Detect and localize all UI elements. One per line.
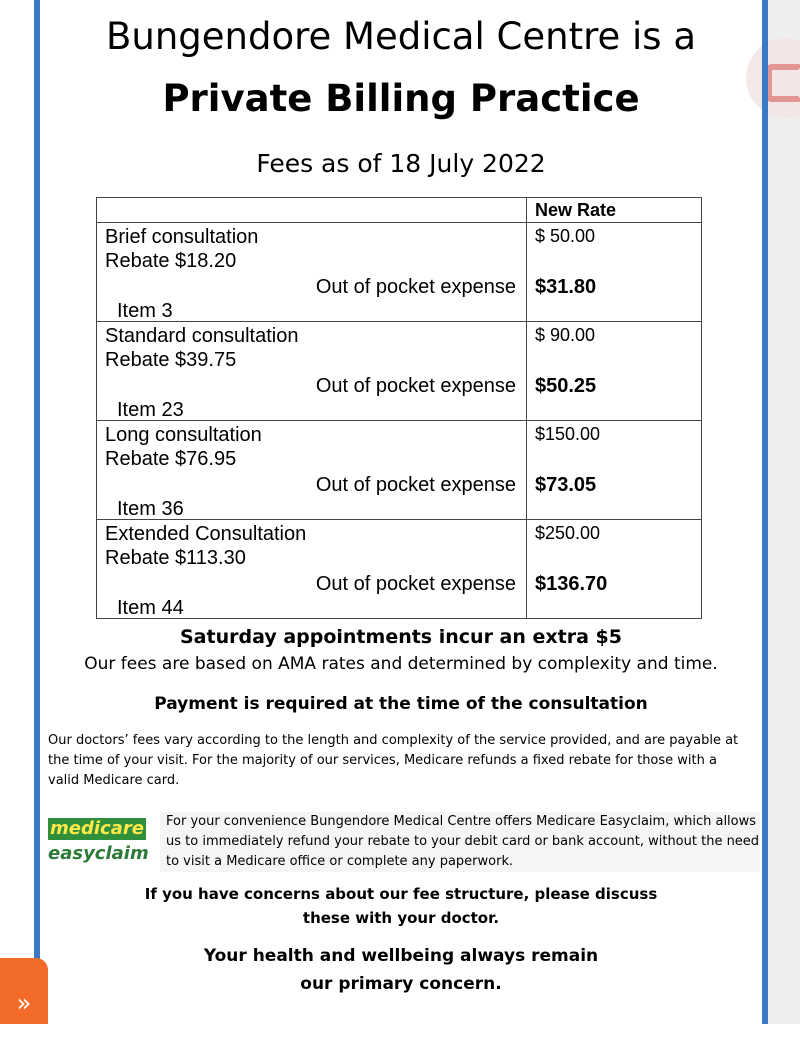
logo-easyclaim-text: easyclaim <box>48 843 149 864</box>
outside-background <box>768 0 800 1024</box>
oop-value: $73.05 <box>534 474 597 496</box>
rebate: Rebate $113.30 <box>105 547 246 569</box>
table-row <box>97 223 702 322</box>
new-rate: $ 50.00 <box>534 226 596 246</box>
table-header-row <box>97 198 702 223</box>
item-number: Item 36 <box>117 498 184 520</box>
ama-note: Our fees are based on AMA rates and determined by complexity and time. <box>84 654 718 674</box>
item-number: Item 23 <box>117 399 184 421</box>
fees-vary-paragraph: Our doctors’ fees vary according to the length and complexity of the service provided, and are payable at the time of your visit. For the majority of our services, Medicare refunds a fixed rebate for those with a valid Medicare card. <box>48 733 739 788</box>
fee-table <box>96 197 702 619</box>
item-number: Item 44 <box>117 597 184 619</box>
row-rate <box>526 223 701 322</box>
easyclaim-paragraph: For your convenience Bungendore Medical Centre offers Medicare Easyclaim, which allows us to immediately refund your rebate to your debit card or bank account, without the need to visit a Medicare office or complete any paperwork. <box>160 812 760 872</box>
item-number: Item 3 <box>117 300 173 322</box>
concerns-line-2: these with your doctor. <box>302 909 500 927</box>
wellbeing-line-2: our primary concern. <box>300 974 502 994</box>
concerns-line-1: If you have concerns about our fee structure, please discuss <box>144 885 658 903</box>
medicare-easyclaim-logo <box>48 818 149 866</box>
frame-border-right <box>762 0 768 1024</box>
rebate: Rebate $76.95 <box>105 448 237 470</box>
oop-value: $136.70 <box>534 573 608 595</box>
new-rate-header: New Rate <box>526 198 701 223</box>
row-rate <box>526 322 701 421</box>
fees-date: Fees as of 18 July 2022 <box>256 149 546 178</box>
title-line-2: Private Billing Practice <box>162 77 640 120</box>
table-row <box>97 421 702 520</box>
consultation-name: Long consultation <box>105 424 262 446</box>
table-row <box>97 520 702 619</box>
new-rate: $ 90.00 <box>534 325 596 345</box>
new-rate: $150.00 <box>534 424 601 444</box>
logo-medicare-text: medicare <box>48 818 146 840</box>
oop-value: $50.25 <box>534 375 597 397</box>
table-row <box>97 322 702 421</box>
row-description <box>97 520 527 619</box>
rebate: Rebate $18.20 <box>105 250 237 272</box>
consultation-name: Standard consultation <box>105 325 299 347</box>
wellbeing-line-1: Your health and wellbeing always remain <box>203 946 599 966</box>
concerns-note <box>40 882 762 930</box>
row-rate <box>526 520 701 619</box>
title-line-1: Bungendore Medical Centre is a <box>105 15 696 58</box>
payment-note: Payment is required at the time of the consultation <box>154 694 648 714</box>
oop-label: Out of pocket expense <box>315 474 516 496</box>
consultation-name: Brief consultation <box>105 226 259 248</box>
oop-label: Out of pocket expense <box>315 276 516 298</box>
wellbeing-note <box>40 942 762 998</box>
double-chevron-right-icon[interactable]: » <box>0 958 48 1024</box>
row-description <box>97 223 527 322</box>
row-rate <box>526 421 701 520</box>
row-description <box>97 421 527 520</box>
row-description <box>97 322 527 421</box>
oop-label: Out of pocket expense <box>315 573 516 595</box>
new-rate: $250.00 <box>534 523 601 543</box>
table-header-blank <box>97 198 527 223</box>
rebate: Rebate $39.75 <box>105 349 237 371</box>
oop-value: $31.80 <box>534 276 597 298</box>
saturday-note: Saturday appointments incur an extra $5 <box>180 626 622 648</box>
consultation-name: Extended Consultation <box>105 523 307 545</box>
oop-label: Out of pocket expense <box>315 375 516 397</box>
